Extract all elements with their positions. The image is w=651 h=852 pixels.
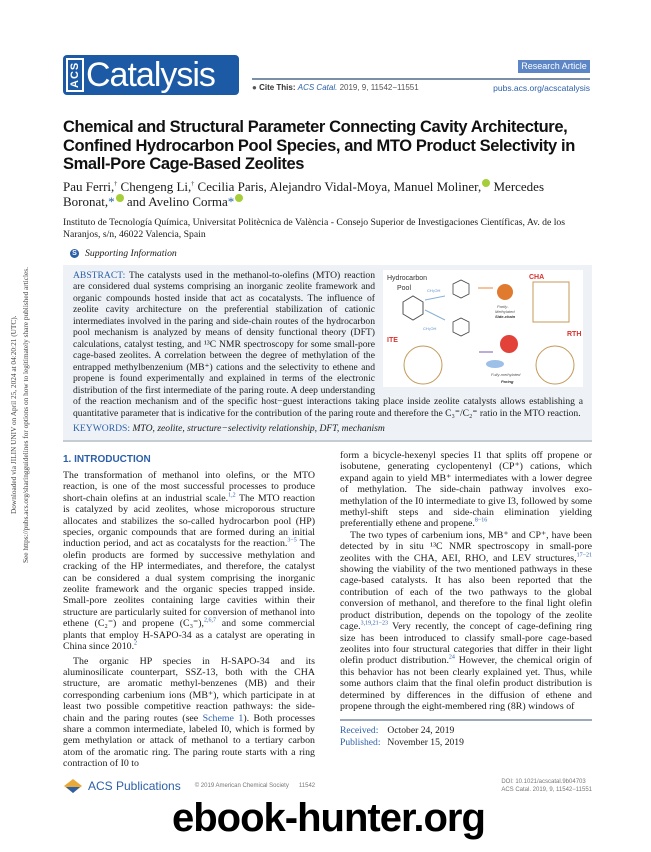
sharing-guidelines-note: See https://pubs.acs.org/sharingguidelines for options on how to legitimately share published articles. xyxy=(21,267,30,563)
citation-ref[interactable]: 1,2 xyxy=(228,492,236,499)
section-heading: 1. INTRODUCTION xyxy=(63,454,151,465)
equal-contribution-mark: † xyxy=(114,181,118,188)
toc-label: CH₃OH xyxy=(427,287,441,293)
journal-url[interactable]: pubs.acs.org/acscatalysis xyxy=(493,83,590,93)
right-column xyxy=(340,450,592,770)
toc-label: Methylated xyxy=(495,308,515,314)
equal-contribution-mark: † xyxy=(191,181,195,188)
rth-cage-icon xyxy=(536,346,574,384)
cite-this[interactable]: ● Cite This: ACS Catal. 2019, 9, 11542−11551 xyxy=(252,83,419,92)
benzene-ring-icon xyxy=(403,296,423,320)
keywords-label: KEYWORDS: xyxy=(73,423,131,434)
acs-logo-text: ACS xyxy=(66,58,84,92)
toc-label: Paring xyxy=(501,378,514,384)
received-date: October 24, 2019 xyxy=(387,725,455,737)
side-chain-icon xyxy=(497,284,513,300)
toc-label: Partly- xyxy=(497,303,509,309)
article-dates xyxy=(340,725,592,749)
affiliation: Instituto de Tecnología Química, Universitat Politècnica de València - Consejo Superior de Investigaciones Científicas, Av. de los Naranjos, s/n, 46022 Valencia, Spain xyxy=(63,216,566,240)
orcid-icon[interactable] xyxy=(482,179,490,187)
journal-name: Catalysis xyxy=(86,55,215,94)
toc-label: CHA xyxy=(529,273,545,281)
footer-citation: ACS Catal. 2019, 9, 11542−11551 xyxy=(501,786,592,793)
ethene-icon xyxy=(486,360,504,368)
citation-ref[interactable]: 2,6,7 xyxy=(204,617,216,624)
paragraph: The two types of carbenium ions, MB⁺ and CP⁺, have been detected by in situ ¹³C NMR spectroscopy in small-pore zeolites with the CHA, AEI, RHO, and LEV structures,$^{17-21}$ showing the viability of the two mentioned pathways in these cage-based catalysts. It has also been reported that the contribution of each of the two pathways to the global conversion of methanol, and therefore to the final light olefin product distribution, depends on the topology of the zeolite cage.$^{3,19,21-23}$ Very recently, the concept of cage-defining ring size has been introduced to classify small-pore cage-based zeolites into four structural categories that differ in their light olefin product distribution.$^{24}$ However, the chemical origin of this behavior has not been clearly explained yet. Thus, while some authors claim that the final olefin product distribution is determined by differences in the diffusion of ethene and propene through the eight-membered ring (8R) windows of xyxy=(340,529,592,712)
page-footer xyxy=(63,778,592,794)
ite-cage-icon xyxy=(404,346,442,384)
article-main xyxy=(63,118,592,840)
toc-label: RTH xyxy=(567,330,582,338)
citation-ref[interactable]: 24 xyxy=(448,655,455,662)
dates-divider xyxy=(340,719,592,721)
header-rule xyxy=(252,78,590,80)
supporting-info-icon: S xyxy=(70,249,79,258)
author-list xyxy=(63,179,592,209)
abstract-body: The catalysts used in the methanol-to-olefins (MTO) reaction are considered dual systems comprising an inorganic zeolite framework and organic compounds hosted inside that act as cocatalysts. The influence of zeolite cavity architecture on the preferential stabilization of cationic intermediates involved in the paring and side-chain routes of the hydrocarbon pool mechanism is analyzed by means of density functional theory (DFT) calculations, catalyst testing, and ¹³C NMR spectroscopy for some small-pore cage-based zeolites. A correlation between the degree of methylation of the entrapped methylbenzenium (MB⁺) cations and the selectivity to ethene and propene is found experimentally and explained in terms of the electronic distribution of the xyxy=(73,269,375,396)
author[interactable]: and Avelino Corma xyxy=(126,193,228,209)
toc-graphic xyxy=(383,270,583,387)
citation-ref[interactable]: 17−21 xyxy=(576,552,592,559)
left-column xyxy=(63,450,315,770)
citation-ref[interactable]: 2 xyxy=(134,640,138,647)
doi-block xyxy=(501,778,592,794)
toc-label: ITE xyxy=(387,336,398,344)
toc-label: Pool xyxy=(397,284,412,292)
cite-label: Cite This: xyxy=(259,83,296,92)
abstract-body-continued: first intermediate of the paring route. A deep understanding of the reaction mechanism and of the specific host−guest interactions taking place inside zeolite catalysts allows establishing a quantitative parameter that is indicative for the contribution of the paring route and therefore the C₃⁼/C₂⁼ ratio in the MTO reaction. xyxy=(73,384,583,419)
author[interactable]: Pau Ferri, xyxy=(63,178,115,194)
toc-label: Hydrocarbon xyxy=(387,274,428,282)
paring-icon xyxy=(500,335,518,353)
journal-logo[interactable] xyxy=(63,55,239,95)
abstract-label: ABSTRACT: xyxy=(73,269,126,281)
citation-ref[interactable]: 3−5 xyxy=(287,538,297,545)
paragraph: The transformation of methanol into olefins, or the MTO reaction, is one of the most successful processes to produce short-chain olefins at an industrial scale.$^{1,2}$ The MTO reaction is catalyzed by acid zeolites, whose microporous structure allocates and stabilizes the so-called hydrocarbon pool (HP) species, organic compounds that are formed during an initial induction period, and act as cocatalysts for the reaction.$^{3-5}$ The olefin products are formed by successive methylation and cracking of the HP intermediates, and therefore, the catalyst can be considered a dual system comprising the inorganic zeolite framework and the organic species trapped inside. Small-pore zeolites containing large cavities within their structure are particularly suited for conversion of methanol into ethene (C₂⁼) and propene (C₃⁼),$^{2,6,7}$ and some commercial plants that employ H-SAPO-34 as a catalyst are operating in China since 2010.$^2$ xyxy=(63,470,316,653)
page-number: 11542 xyxy=(298,782,316,789)
publisher-name: ACS Publications xyxy=(88,778,181,793)
scheme-link[interactable]: Scheme 1 xyxy=(202,712,244,724)
orcid-icon[interactable] xyxy=(116,194,124,202)
cite-journal: ACS Catal. xyxy=(297,83,338,92)
download-note xyxy=(6,220,36,610)
citation-ref[interactable]: 3,19,21−23 xyxy=(360,620,388,627)
paragraph: form a bicycle-hexenyl species I1 that splits off propene or isobutene, generating cyclopentenyl (CP⁺) cations, which expand again to yield MB⁺ intermediates with a lower degree of methylation. The side-chain pathway involves exo-methylation of the I0 intermediate to give I3, followed by some methyl-shift steps and side-chain elimination yielding preferentially ethene and propene.$^{8-16}$ xyxy=(340,450,592,530)
doi-link[interactable]: DOI: 10.1021/acscatal.9b04703 xyxy=(501,778,586,785)
cha-cage-icon xyxy=(533,282,569,322)
watermark: ebook-hunter.org xyxy=(172,795,485,840)
orcid-icon[interactable] xyxy=(235,194,243,202)
acs-logo-icon xyxy=(63,778,83,794)
published-date: November 15, 2019 xyxy=(387,737,464,749)
keywords-list: MTO, zeolite, structure−selectivity relationship, DFT, mechanism xyxy=(132,423,385,434)
citation-ref[interactable]: 8−16 xyxy=(474,518,488,525)
body-columns xyxy=(63,450,592,770)
corresponding-mark: * xyxy=(227,193,235,209)
abstract-box xyxy=(63,265,592,443)
supporting-info-link[interactable] xyxy=(70,248,592,259)
supporting-info-label: Supporting Information xyxy=(85,247,177,259)
author[interactable]: Cecilia Paris, Alejandro Vidal-Moya, Manuel Moliner, xyxy=(197,178,482,194)
molecule-icon xyxy=(453,280,469,336)
keywords xyxy=(73,423,583,434)
toc-label: Fully-methylated xyxy=(491,371,521,377)
copyright: © 2019 American Chemical Society 11542 xyxy=(194,782,316,789)
arrow-icon xyxy=(425,310,445,320)
article-type-badge: Research Article xyxy=(518,60,590,73)
author[interactable]: Chengeng Li, xyxy=(120,178,192,194)
download-note-line: Downloaded via JILIN UNIV on April 25, 2024 at 04:20:21 (UTC). xyxy=(9,315,18,515)
toc-label: Side-chain xyxy=(495,313,516,319)
received-label: Received: xyxy=(340,725,379,737)
acs-publications-logo[interactable] xyxy=(63,778,181,794)
paragraph: The organic HP species in H-SAPO-34 and its aluminosilicate counterpart, SSZ-13, both with the CHA structure, are aromatic methyl-benzenes (MB) and their corresponding carbenium ions (MB⁺), which participate in at least two possible competitive reaction pathways: the side-chain and the paring routes (see Scheme 1). Both processes share a common intermediate, labeled I0, which is formed by gem methylation or attack of methanol to a tertiary carbon atom of the aromatic ring. The paring route starts with a ring contraction of I0 to xyxy=(63,655,316,770)
published-label: Published: xyxy=(340,737,381,749)
author[interactable]: Mercedes Boronat, xyxy=(63,178,545,209)
corresponding-mark: * xyxy=(108,193,115,209)
arrow-icon xyxy=(425,296,445,300)
cite-ref: 2019, 9, 11542−11551 xyxy=(339,83,419,92)
article-title: Chemical and Structural Parameter Connecting Cavity Architecture, Confined Hydrocarbon Pool Species, and MTO Product Selectivity in Small-Pore Cage-Based Zeolites xyxy=(63,118,575,173)
toc-label: CH₃OH xyxy=(423,325,437,331)
